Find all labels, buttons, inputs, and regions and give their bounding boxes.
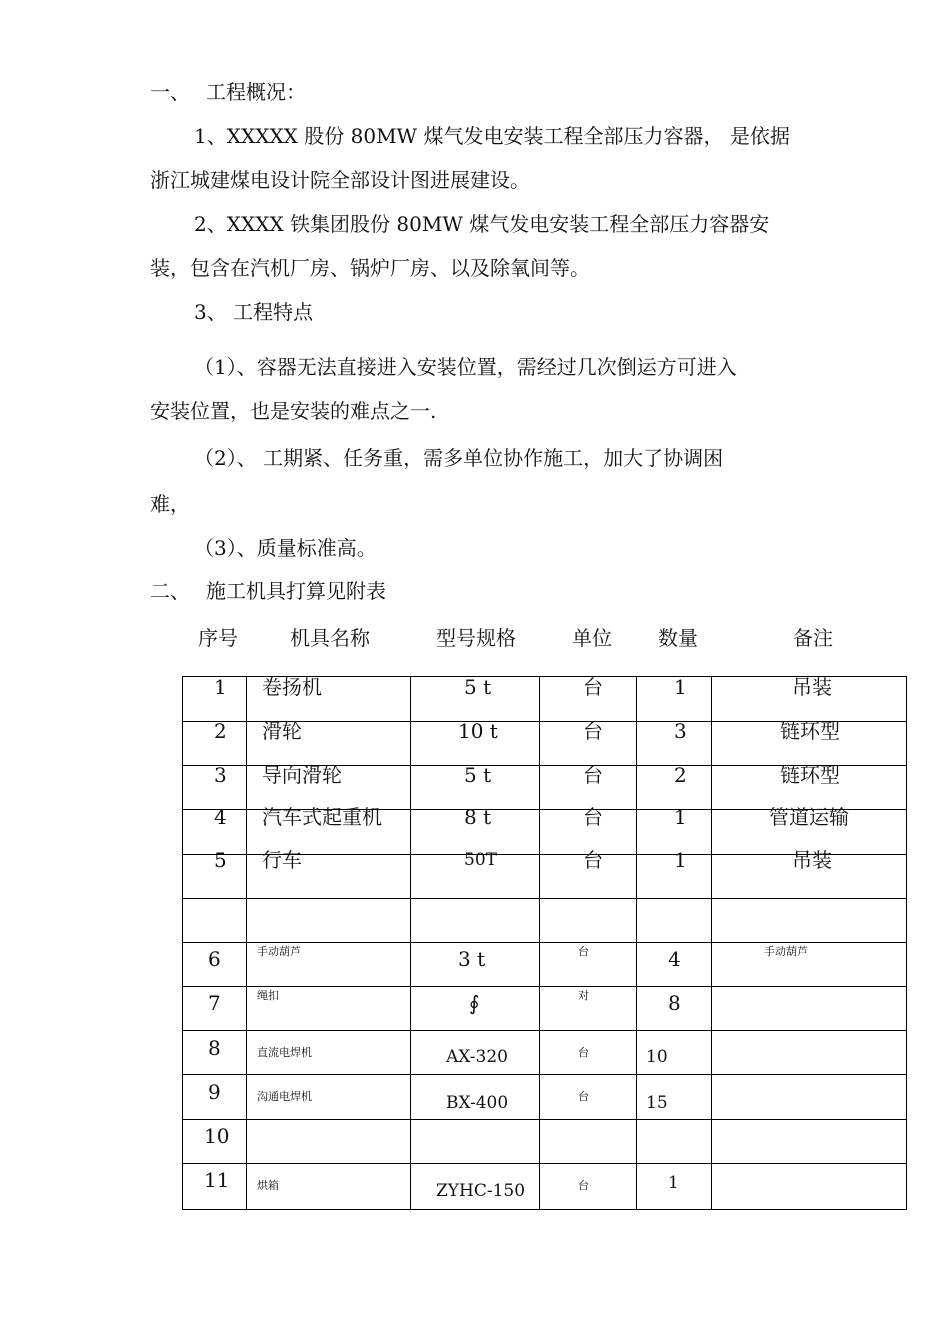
cell-no: 1	[214, 675, 227, 699]
cell-unit: 台	[578, 1090, 589, 1103]
header-name: 机具名称	[290, 626, 370, 650]
cell-name: 手动葫芦	[257, 945, 301, 958]
header-spec: 型号规格	[436, 626, 516, 650]
cell-no: 2	[214, 719, 227, 743]
cell-note: 吊装	[792, 848, 832, 872]
feature-1-line-1: （1）、容器无法直接进入安装位置，需经过几次倒运方可进入	[194, 355, 737, 379]
cell-spec: 50T	[464, 850, 497, 870]
section2-heading: 施工机具打算见附表	[206, 579, 386, 603]
table-rule	[182, 986, 907, 987]
feature-1-line-2: 安装位置，也是安装的难点之一.	[150, 399, 437, 423]
cell-qty: 1	[674, 848, 687, 872]
cell-qty: 1	[674, 805, 687, 829]
table-rule	[182, 898, 907, 899]
table-rule	[246, 676, 247, 1210]
cell-name: 直流电焊机	[257, 1046, 312, 1059]
table-rule	[182, 1119, 907, 1120]
feature-3: （3）、质量标准高。	[194, 536, 377, 560]
cell-name: 烘箱	[257, 1179, 279, 1192]
cell-no: 11	[204, 1168, 230, 1192]
cell-no: 5	[214, 848, 227, 872]
cell-no: 3	[214, 763, 227, 787]
cell-no: 9	[208, 1080, 221, 1104]
cell-name: 滑轮	[262, 719, 302, 743]
table-rule	[182, 1074, 907, 1075]
table-rule	[182, 1209, 907, 1210]
header-qty: 数量	[658, 626, 698, 650]
header-no: 序号	[198, 626, 238, 650]
paragraph-2-line-1: 2、XXXX 铁集团股份 80MW 煤气发电安装工程全部压力容器安	[194, 212, 770, 236]
cell-name: 行车	[262, 848, 302, 872]
cell-spec: AX-320	[446, 1047, 508, 1067]
feature-2-line-2: 难，	[150, 492, 190, 516]
section1-heading: 工程概况：	[206, 80, 306, 104]
cell-name: 绳扣	[257, 989, 279, 1002]
cell-unit: 台	[578, 1179, 589, 1192]
feature-2-line-1: （2）、 工期紧、任务重，需多单位协作施工，加大了协调困	[194, 446, 724, 470]
table-rule	[906, 676, 907, 1210]
cell-spec: BX-400	[446, 1093, 509, 1113]
cell-spec: 3 t	[458, 947, 486, 971]
cell-no: 10	[204, 1124, 230, 1148]
paragraph-1-line-2: 浙江城建煤电设计院全部设计图进展建设。	[150, 168, 530, 192]
cell-unit: 台	[583, 848, 603, 872]
cell-note: 链环型	[780, 763, 840, 787]
cell-qty: 10	[646, 1047, 668, 1067]
cell-unit: 台	[583, 675, 603, 699]
cell-spec: 5 t	[464, 675, 492, 699]
cell-spec: 8 t	[464, 805, 492, 829]
cell-note: 管道运输	[769, 805, 849, 829]
table-rule	[182, 1030, 907, 1031]
cell-note: 吊装	[792, 675, 832, 699]
table-rule	[182, 1163, 907, 1164]
cell-spec: ZYHC-150	[436, 1181, 526, 1201]
cell-spec: ∮	[469, 991, 480, 1015]
cell-note: 手动葫芦	[764, 945, 808, 958]
cell-name: 卷扬机	[262, 675, 322, 699]
cell-qty: 4	[668, 947, 681, 971]
cell-unit: 台	[583, 763, 603, 787]
cell-qty: 3	[674, 719, 687, 743]
cell-no: 4	[214, 805, 227, 829]
cell-unit: 台	[578, 945, 589, 958]
cell-name: 汽车式起重机	[262, 805, 382, 829]
table-rule	[410, 676, 411, 1210]
cell-note: 链环型	[780, 719, 840, 743]
cell-unit: 对	[578, 989, 589, 1002]
cell-spec: 10 t	[458, 719, 498, 743]
table-rule	[711, 676, 712, 1210]
cell-qty: 8	[668, 991, 681, 1015]
table-rule	[182, 676, 183, 1210]
equipment-table	[182, 676, 907, 1210]
table-rule	[539, 676, 540, 1210]
section1-heading-number: 一、	[150, 80, 190, 104]
paragraph-2-line-2: 装，包含在汽机厂房、锅炉厂房、以及除氧间等。	[150, 256, 590, 280]
cell-no: 6	[208, 947, 221, 971]
cell-unit: 台	[583, 719, 603, 743]
cell-name: 沟通电焊机	[257, 1090, 312, 1103]
cell-name: 导向滑轮	[262, 763, 342, 787]
table-rule	[636, 676, 637, 1210]
cell-no: 7	[208, 991, 221, 1015]
cell-spec: 5 t	[464, 763, 492, 787]
header-note: 备注	[793, 626, 833, 650]
cell-qty: 1	[674, 675, 687, 699]
table-rule	[182, 942, 907, 943]
paragraph-1-line-1: 1、XXXXX 股份 80MW 煤气发电安装工程全部压力容器， 是依据	[194, 124, 790, 148]
cell-unit: 台	[578, 1046, 589, 1059]
cell-no: 8	[208, 1036, 221, 1060]
header-unit: 单位	[572, 626, 612, 650]
cell-qty: 1	[668, 1173, 679, 1193]
paragraph-3: 3、 工程特点	[194, 300, 314, 324]
cell-qty: 15	[646, 1093, 668, 1113]
cell-qty: 2	[674, 763, 687, 787]
section2-heading-number: 二、	[150, 579, 190, 603]
cell-unit: 台	[583, 805, 603, 829]
